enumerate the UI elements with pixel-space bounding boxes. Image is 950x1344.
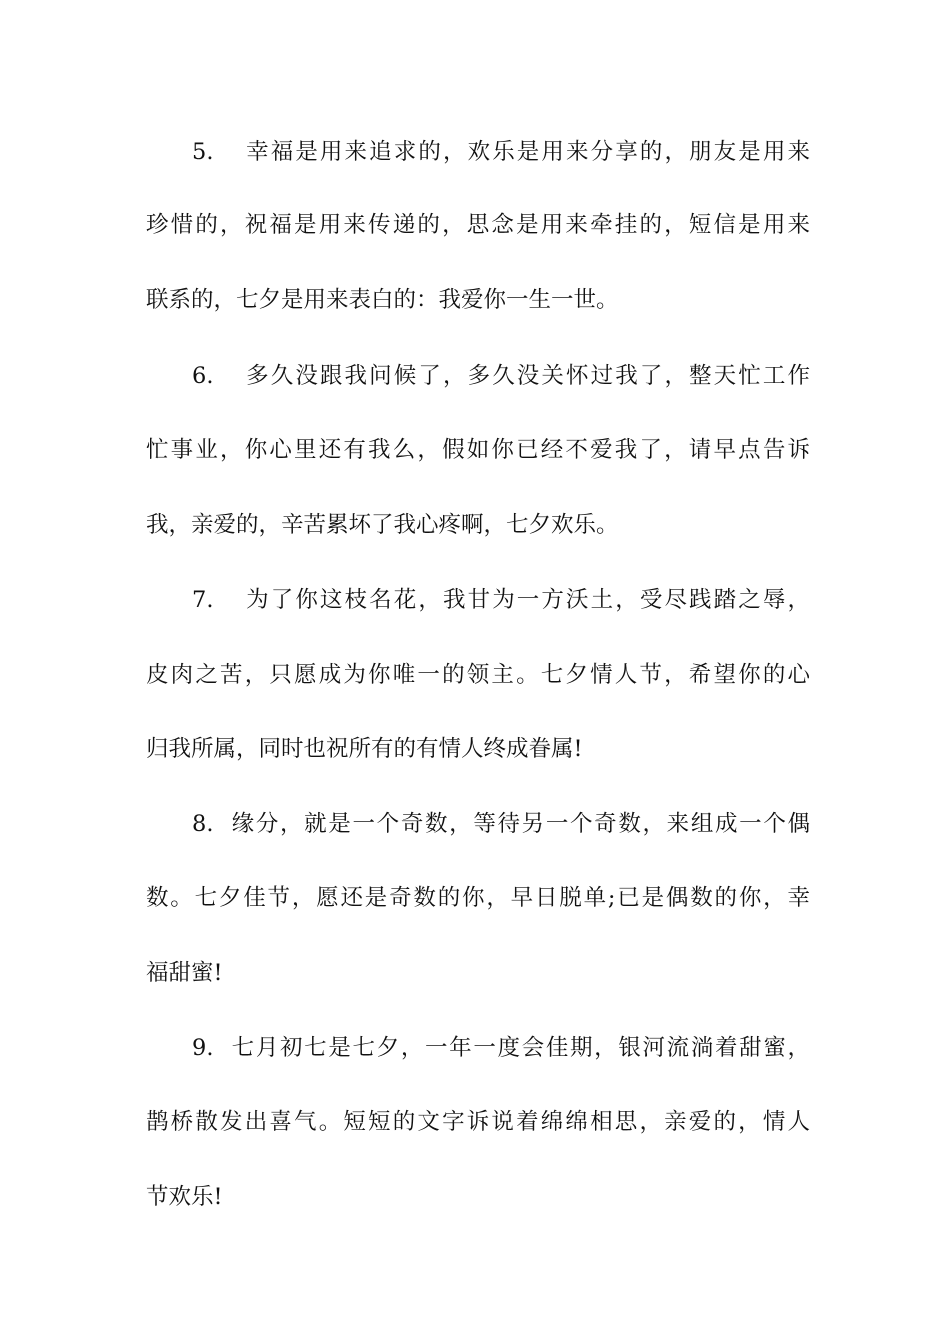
- paragraph-9-text-1: 七月初七是七夕，一年一度会佳期，银河流淌着甜蜜，: [230, 1035, 810, 1061]
- paragraph-7-line-2: 皮肉之苦，只愿成为你唯一的领主。七夕情人节，希望你的心: [146, 662, 810, 688]
- paragraph-8-line-3: 福甜蜜!: [146, 960, 223, 986]
- paragraph-6-line-3: 我，亲爱的，辛苦累坏了我心疼啊，七夕欢乐。: [146, 512, 619, 538]
- paragraph-9-number: 9.: [192, 1035, 214, 1061]
- paragraph-5-line-2: 珍惜的，祝福是用来传递的，思念是用来牵挂的，短信是用来: [146, 212, 810, 238]
- paragraph-5-text-1: 幸福是用来追求的，欢乐是用来分享的，朋友是用来: [244, 139, 810, 165]
- paragraph-7-line-3: 归我所属，同时也祝所有的有情人终成眷属!: [146, 736, 583, 762]
- paragraph-7-line-1: [192, 585, 810, 615]
- paragraph-7-number: 7.: [192, 587, 214, 613]
- paragraph-8-line-1: [192, 809, 810, 839]
- paragraph-7-text-1: 为了你这枝名花，我甘为一方沃土，受尽践踏之辱，: [244, 587, 810, 613]
- paragraph-9-line-1: [192, 1033, 810, 1063]
- paragraph-8-number: 8.: [192, 811, 214, 837]
- paragraph-5-line-3: 联系的，七夕是用来表白的：我爱你一生一世。: [146, 287, 619, 313]
- paragraph-8-text-1: 缘分，就是一个奇数，等待另一个奇数，来组成一个偶: [230, 811, 810, 837]
- paragraph-6-line-1: [192, 361, 810, 391]
- paragraph-9-line-2: 鹊桥散发出喜气。短短的文字诉说着绵绵相思，亲爱的，情人: [146, 1109, 810, 1135]
- paragraph-5-line-1: [192, 137, 810, 167]
- paragraph-9-line-3: 节欢乐!: [146, 1184, 223, 1210]
- paragraph-5-number: 5.: [192, 139, 214, 165]
- paragraph-8-line-2: 数。七夕佳节，愿还是奇数的你，早日脱单;已是偶数的你，幸: [146, 885, 810, 911]
- paragraph-6-number: 6.: [192, 363, 214, 389]
- paragraph-6-line-2: 忙事业，你心里还有我么，假如你已经不爱我了，请早点告诉: [146, 437, 810, 463]
- paragraph-6-text-1: 多久没跟我问候了，多久没关怀过我了，整天忙工作: [244, 363, 810, 389]
